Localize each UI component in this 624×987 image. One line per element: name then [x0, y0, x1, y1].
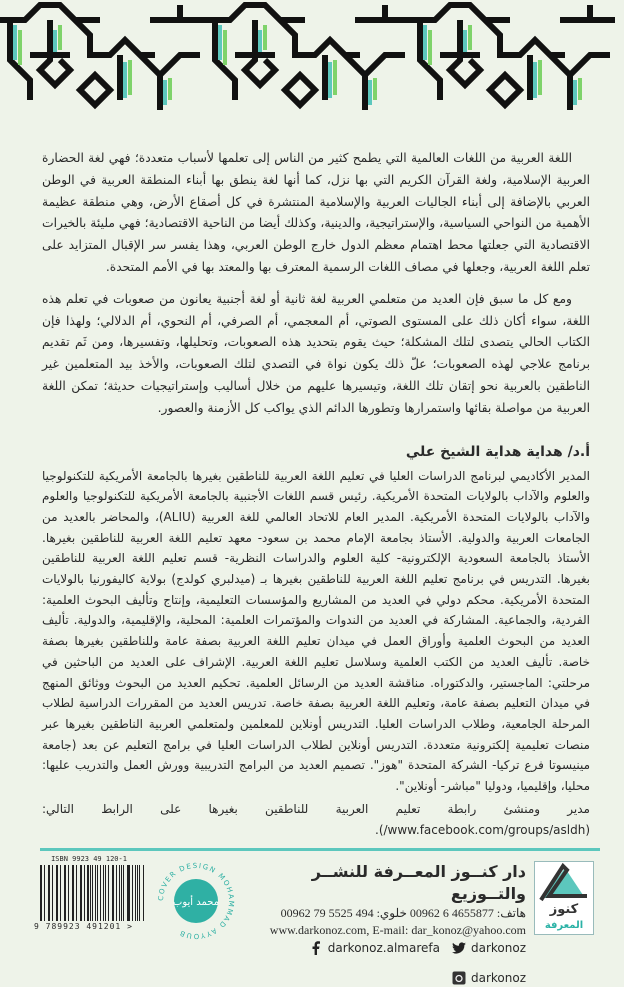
barcode-bar — [60, 865, 61, 921]
publisher-info — [250, 861, 526, 987]
instagram-handle: darkonoz — [471, 969, 526, 987]
publisher-name: دار كنــوز المعــرفة للنشــر والتــوزيع — [250, 861, 526, 905]
barcode-bar — [49, 865, 50, 921]
publisher-phone: هاتف: 4655877 6 00962 خلوي: 494 5525 79 00962 — [281, 905, 526, 922]
publisher-footer — [0, 861, 624, 961]
barcode-bar — [121, 865, 122, 921]
barcode-bar — [100, 865, 101, 921]
author-bio: المدير الأكاديمي لبرنامج الدراسات العليا في تعليم اللغة العربية للناطقين بغيرها بالجامعة الأمريكية للتكنولوجيا والعلوم والآداب بالولايات المتحدة الأمريكية. رئيس قسم اللغات الأجنبية بالجامعة الأمريكية للتكنولوجيا والعلوم والآداب بالولايات المتحدة الأمريكية. المدير العام للاتحاد العالمي للغة العربية (ALIU)، والمحاضر بالعديد من الجامعات العربية والدولية. الأستاذ بجامعة الإمام محمد بن سعود- معهد تعليم اللغة العربية للناطقين بغيرها. الأستاذ بالجامعة السعودية الإلكترونية- كلية العلوم والدراسات النظرية- قسم تعليم اللغة العربية للناطقين بغيرها. التدريس في برنامج تعليم اللغة العربية للناطقين بغيرها بـ (ميدلبري كولدج) بولاية كاليفورنيا بالولايات المتحدة الأمريكية. محكم دولي في العديد من المشاريع والمؤسسات التعليمية، وإنتاج وتأليف البحوث العلمية: الفردية، والجماعية. المشاركة في العديد من الندوات والمؤتمرات العلمية: المحلية، والإقليمية، والدولية. تأليف العديد من البحوث العلمية وأوراق العمل في ميدان تعليم اللغة العربية بصفة عامة وللناطقين بغيرها بصفة خاصة. تأليف العديد من الكتب العلمية وسلاسل تعليم اللغة العربية. الإشراف على العديد من الباحثين في مرحلتي: الماجستير، والدكتوراه. مناقشة العديد من الرسائل العلمية. تحكيم العديد من البحوث ووثائق المنهج في ميدان التعليم بصفة عامة، وتعليم اللغة العربية بصفة خاصة. تدريس العديد من المقررات الدراسية لطلاب المرحلة الجامعية، وطلاب الدراسات العليا. التدريس أونلاين للمعلمين ولمتعلمي العربية الناطقين بغيرها عبر منصات تعليمية إلكترونية متعددة. التدريس أونلاين لطلاب الدراسات العليا في برامج التعليم عن بعد (جامعة مينيسوتا فرع تركيا- الشركة المتحدة "هوز". تصميم العديد من البرامج التدريبية وورش العمل والتدريب عليها: محليا، وإقليميا، ودوليا "مباشر- أونلاين". — [42, 466, 590, 797]
difficulties-paragraph: ومع كل ما سبق فإن العديد من متعلمي العربية لغة ثانية أو لغة أجنبية يعانون من صعوبات في تعلم هذه اللغة، سواء أكان ذلك على المستوى الصوتي، أم المعجمي، أم الصرفي، أم النحوي، أم الدلالي؛ ولهذا فإن الكتاب الحالي يتصدى لتلك المشكلة؛ حيث يقوم بتحديد هذه الصعوبات، وتحليلها، وتفسيرها، ومن ثَم تقديم برنامج علاجي لهذه الصعوبات؛ علّ ذلك يكون نواة في التصدي لتلك الصعوبات، والأخذ بيد المتعلمين غير الناطقين بالعربية نحو إتقان تلك اللغة، وتيسيرها عليهم من خلال أساليب وإستراتيجيات حديثة؛ تمكن اللغة العربية من مواصلة بقائها واستمرارها وتطورها الدائم الذي يواكب كل الأزمنة والعصور. — [42, 289, 590, 420]
isbn-barcode — [34, 855, 144, 932]
twitter-icon — [452, 941, 466, 955]
svg-text:محمد أيوب: محمد أيوب — [173, 895, 219, 908]
barcode-bar — [73, 865, 74, 921]
divider — [40, 848, 600, 851]
cover-design-seal — [156, 861, 236, 941]
social-twitter[interactable] — [452, 939, 526, 957]
logo-text-konoz: كنوز — [535, 902, 593, 917]
barcode-bar — [113, 865, 114, 921]
barcode-bar — [128, 865, 129, 921]
instagram-icon — [452, 971, 466, 985]
twitter-handle: darkonoz — [471, 939, 526, 957]
main-text — [42, 148, 590, 840]
author-link-line: مدير ومنشئ رابطة تعليم العربية للناطقين بغيرها على الرابط التالي:(www.facebook.com/groups/asldh/). — [42, 799, 590, 840]
barcode-bar — [97, 865, 98, 921]
islamic-geometric-pattern — [0, 0, 624, 120]
social-instagram[interactable] — [452, 969, 526, 987]
barcode-bar — [87, 865, 88, 921]
publisher-social — [250, 939, 526, 987]
barcode-bar — [44, 865, 45, 921]
barcode-bar — [105, 865, 106, 921]
barcode-bar — [57, 865, 58, 921]
isbn-label: ISBN 9923 49 120-1 — [34, 855, 144, 864]
logo-text-marefa: المعرفة — [535, 920, 593, 931]
facebook-icon — [309, 941, 323, 955]
barcode-bar — [135, 865, 136, 921]
facebook-handle: darkonoz.almarefa — [328, 939, 440, 957]
author-name: أ.د/ هداية هداية الشيخ علي — [42, 442, 590, 462]
barcode-bar — [81, 865, 82, 921]
barcode-bars — [40, 865, 144, 921]
publisher-logo — [534, 861, 594, 935]
svg-text:COVER DESIGN MOHAMMAD AYYOUB: COVER DESIGN MOHAMMAD AYYOUB — [157, 862, 235, 940]
book-logo-icon — [535, 862, 593, 902]
intro-paragraph: اللغة العربية من اللغات العالمية التي يطمح كثير من الناس إلى تعلمها لأسباب متعددة؛ فهي لغة الحضارة العربية الإسلامية، ولغة القرآن الكريم التي بها نزل، كما أنها لغة ينطق بها أبناء المنطقة العربية في الوطن العربي بالإضافة إلى أبناء الجاليات العربية والإسلامية المنتشرة في كل أصقاع الأرض، وهي منطقة عظيمة الأهمية من النواحي السياسية، والإستراتيجية، والدينية، وكذلك أيضا من الناحية الاقتصادية؛ فهي مليئة بالخيرات الاقتصادية التي جعلتها محط اهتمام معظم الدول خارج الوطن العربي، وهذا يفسر سر الإقبال المتزايد على تعلم اللغة العربية، وجعلها في مصاف اللغات الرسمية المعترف بها والمعتد بها في الأمم المتحدة. — [42, 148, 590, 279]
social-facebook[interactable] — [309, 939, 440, 957]
publisher-web-email: www.darkonoz.com, E-mail: dar_konoz@yahoo.com — [270, 922, 526, 939]
isbn-number: 9 789923 491201 > — [34, 921, 144, 932]
barcode-bar — [68, 865, 69, 921]
